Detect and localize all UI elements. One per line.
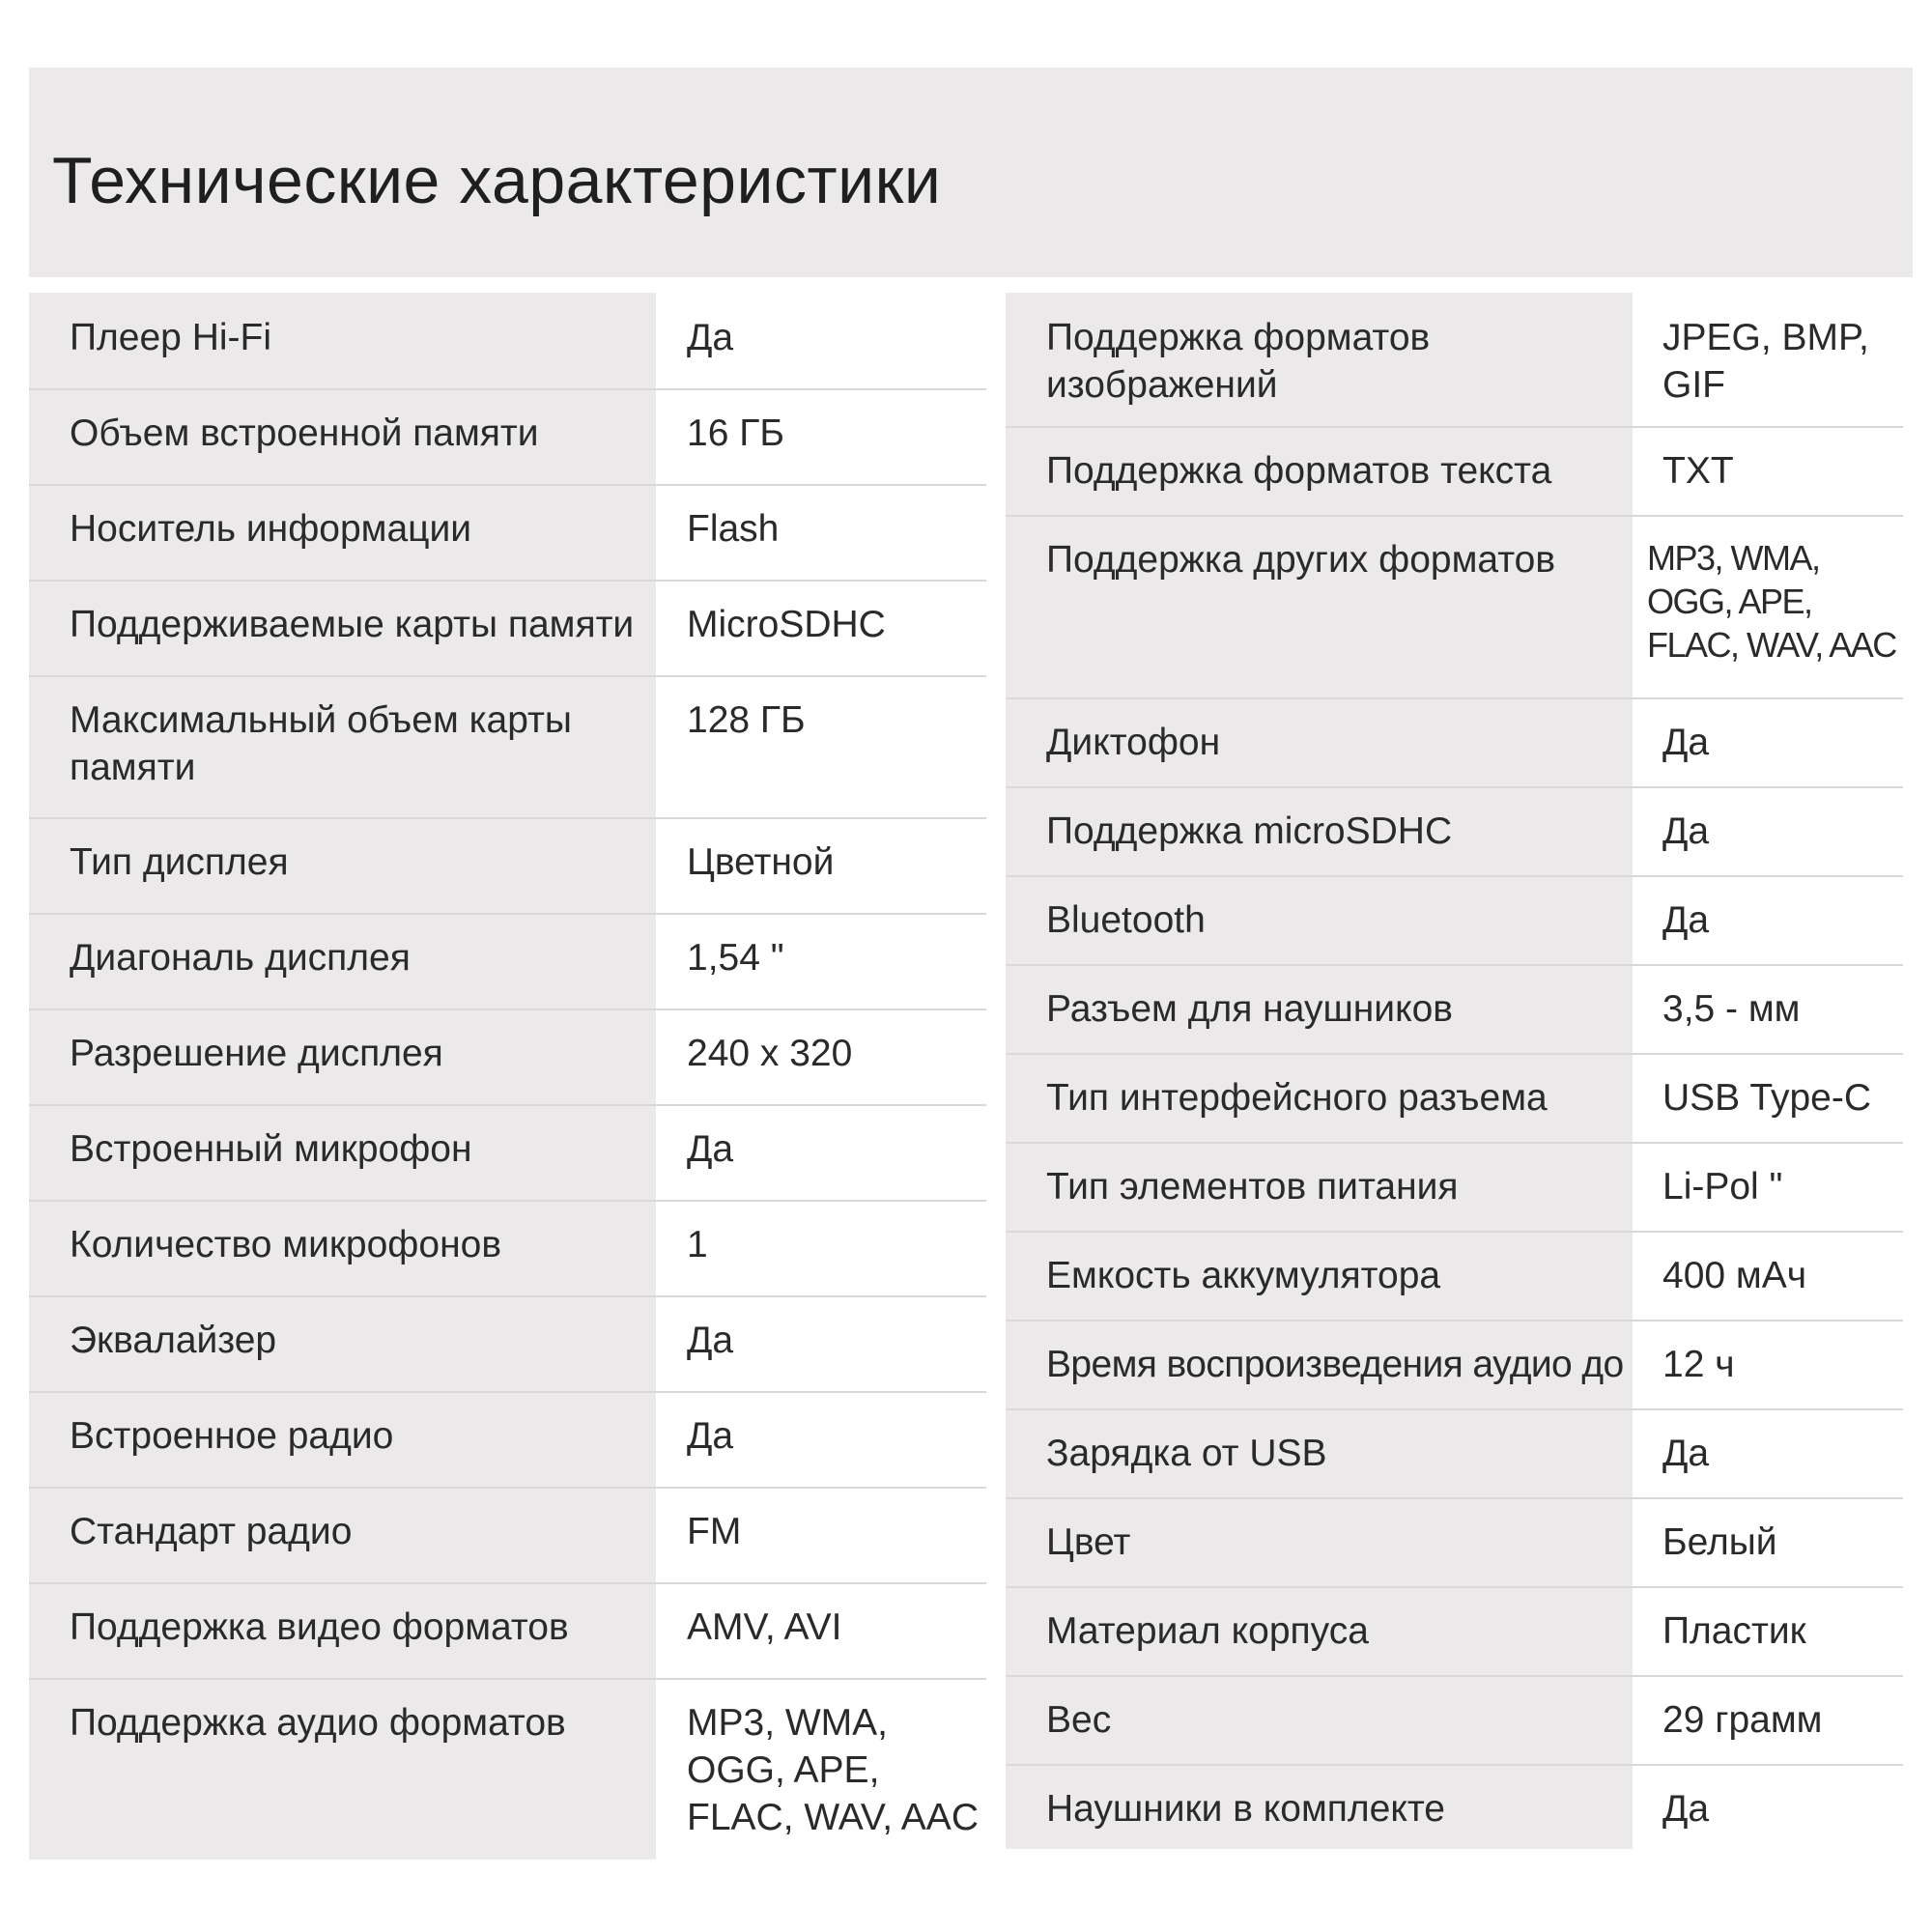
table-row: [29, 1200, 986, 1295]
page-title: Технические характеристики: [52, 144, 942, 217]
spec-label: Тип элементов питания: [1006, 1142, 1633, 1231]
table-row: [1006, 1320, 1903, 1408]
spec-label: Bluetooth: [1006, 875, 1633, 964]
table-row: [1006, 426, 1903, 515]
table-row: [29, 1104, 986, 1200]
spec-value: Да: [1633, 1764, 1903, 1849]
spec-label: Стандарт радио: [29, 1487, 656, 1582]
table-row: [1006, 1764, 1903, 1849]
spec-value: 1: [656, 1200, 986, 1295]
table-row: [29, 675, 986, 817]
table-row: [29, 1487, 986, 1582]
spec-label: Тип интерфейсного разъема: [1006, 1053, 1633, 1142]
spec-value: Flash: [656, 484, 986, 580]
spec-label: Поддержка аудио форматов: [29, 1678, 656, 1860]
spec-value: JPEG, BMP, GIF: [1633, 293, 1903, 426]
spec-label: Цвет: [1006, 1497, 1633, 1586]
table-row: [29, 1295, 986, 1391]
table-row: [29, 1391, 986, 1487]
table-row: [1006, 786, 1903, 875]
spec-label: Вес: [1006, 1675, 1633, 1764]
spec-label: Разъем для наушников: [1006, 964, 1633, 1053]
spec-value: Да: [656, 1391, 986, 1487]
spec-value: Да: [1633, 786, 1903, 875]
spec-label: Эквалайзер: [29, 1295, 656, 1391]
table-row: [1006, 1675, 1903, 1764]
spec-value: MP3, WMA, OGG, APE, FLAC, WAV, AAC: [656, 1678, 986, 1860]
spec-label: Тип дисплея: [29, 817, 656, 913]
table-row: [1006, 1142, 1903, 1231]
table-row: [29, 817, 986, 913]
spec-label: Встроенный микрофон: [29, 1104, 656, 1200]
table-row: [1006, 964, 1903, 1053]
spec-label: Поддержка форматов текста: [1006, 426, 1633, 515]
spec-value: MP3, WMA, OGG, APE, FLAC, WAV, AAC: [1633, 515, 1903, 697]
spec-value: Белый: [1633, 1497, 1903, 1586]
spec-label: Поддержка microSDHC: [1006, 786, 1633, 875]
spec-value: 128 ГБ: [656, 675, 986, 817]
spec-value: AMV, AVI: [656, 1582, 986, 1678]
table-row: [29, 913, 986, 1009]
spec-value: Да: [656, 293, 986, 388]
table-row: [1006, 1586, 1903, 1675]
spec-label: Зарядка от USB: [1006, 1408, 1633, 1497]
spec-label: Материал корпуса: [1006, 1586, 1633, 1675]
table-row: [1006, 293, 1903, 426]
table-row: [29, 293, 986, 388]
table-row: [1006, 1497, 1903, 1586]
spec-label: Носитель информации: [29, 484, 656, 580]
spec-value: Да: [1633, 1408, 1903, 1497]
spec-value: Да: [1633, 697, 1903, 786]
table-row: [29, 1009, 986, 1104]
spec-value: Пластик: [1633, 1586, 1903, 1675]
spec-label: Поддержка видео форматов: [29, 1582, 656, 1678]
spec-value: 16 ГБ: [656, 388, 986, 484]
spec-label: Разрешение дисплея: [29, 1009, 656, 1104]
spec-value: 1,54 ": [656, 913, 986, 1009]
spec-label: Емкость аккумулятора: [1006, 1231, 1633, 1320]
table-row: [29, 1582, 986, 1678]
spec-value: Цветной: [656, 817, 986, 913]
spec-value: TXT: [1633, 426, 1903, 515]
table-row: [1006, 1231, 1903, 1320]
spec-label: Максимальный объем карты памяти: [29, 675, 656, 817]
spec-value: Да: [656, 1295, 986, 1391]
spec-label: Поддерживаемые карты памяти: [29, 580, 656, 675]
table-row: [29, 388, 986, 484]
spec-value: 12 ч: [1633, 1320, 1903, 1408]
table-row: [1006, 875, 1903, 964]
spec-label: Поддержка форматов изображений: [1006, 293, 1633, 426]
spec-value: 3,5 - мм: [1633, 964, 1903, 1053]
spec-label: Наушники в комплекте: [1006, 1764, 1633, 1849]
spec-value: Да: [1633, 875, 1903, 964]
table-row: [1006, 515, 1903, 697]
table-row: [1006, 1053, 1903, 1142]
spec-label: Диктофон: [1006, 697, 1633, 786]
spec-table-left: [29, 293, 986, 1860]
spec-value: 240 x 320: [656, 1009, 986, 1104]
spec-label: Диагональ дисплея: [29, 913, 656, 1009]
spec-value: Да: [656, 1104, 986, 1200]
spec-value: 400 мАч: [1633, 1231, 1903, 1320]
table-row: [1006, 1408, 1903, 1497]
spec-value: MicroSDHC: [656, 580, 986, 675]
spec-label: Поддержка других форматов: [1006, 515, 1633, 697]
table-row: [1006, 697, 1903, 786]
spec-label: Объем встроенной памяти: [29, 388, 656, 484]
header-banner: [29, 68, 1913, 277]
spec-value: USB Type-C: [1633, 1053, 1903, 1142]
spec-value: Li-Pol ": [1633, 1142, 1903, 1231]
spec-value: FM: [656, 1487, 986, 1582]
spec-label: Количество микрофонов: [29, 1200, 656, 1295]
spec-label: Встроенное радио: [29, 1391, 656, 1487]
table-row: [29, 580, 986, 675]
spec-value: 29 грамм: [1633, 1675, 1903, 1764]
table-row: [29, 1678, 986, 1860]
table-row: [29, 484, 986, 580]
spec-label: Плеер Hi-Fi: [29, 293, 656, 388]
spec-label: Время воспроизведения аудио до: [1006, 1320, 1633, 1408]
spec-table-right: [1006, 293, 1903, 1849]
